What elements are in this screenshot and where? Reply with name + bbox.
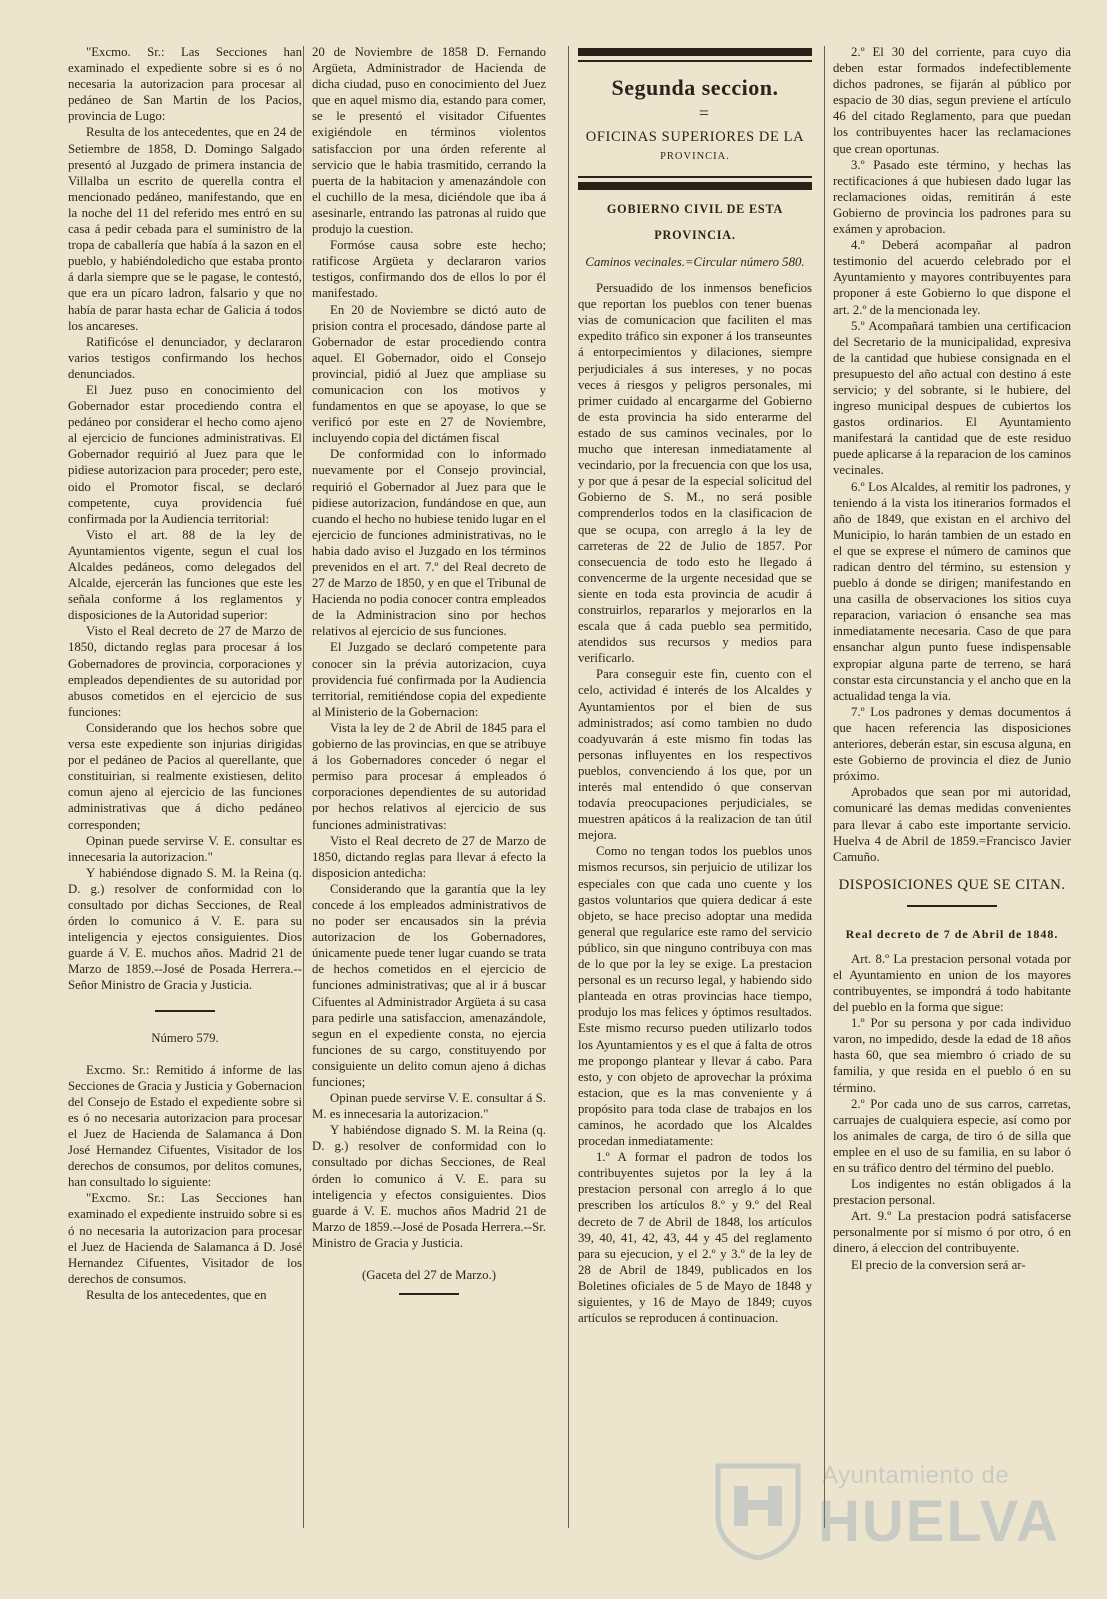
paragraph: Y habiéndose dignado S. M. la Reina (q. D. g.) resolver de conformidad con lo consultado por dichas Secciones, de Real órden lo comunico á V. E. para su inteligencia y ejectos consiguientes. Dios guarde á V. E. muchos años. Madrid 21 de Marzo de 1859.--José de Posada Herrera.--Señor Ministro de Gracia y Justicia. — [68, 865, 302, 993]
paragraph: Como no tengan todos los pueblos unos mismos recursos, sin perjuicio de utilizar los especiales con que cada uno cuente y los gastos voluntarios que quiera dedicar á este objeto, se hace preciso adoptar una medida general que regularice este ramo del servicio público, sin que ninguno contribuya con mas de lo que por la ley se exige. La prestacion personal es un recurso legal, y habiendo sido planteada en otras provincias hace tiempo, produjo los mas felices y óptimos resultados. Este mismo recurso pueden utilizarlo todos los Ayuntamientos y es el que á falta de otros me propongo plantear y llevar á cabo. Para esto, y con objeto de aprovechar la próxima estacion, que es la mas conveniente y á propósito para toda clase de trabajos en los caminos, he acordado que los Alcaldes procedan inmediatamente: — [578, 844, 812, 1149]
separator-rule — [399, 1293, 459, 1295]
separator-rule — [155, 1010, 215, 1012]
paragraph: Resulta de los antecedentes, que en 24 de Setiembre de 1858, D. Domingo Salgado presentó al Juzgado de primera instancia de Villalba un escrito de querella contra el mencionado pedáneo, manifestando, que en la noche del 11 del referido mes entró en su casa á pedir cebada para el suministro de la tropa de caballería que había á la sazon en el pueblo, y habiéndoledicho que estaba pronto á darla siempre que se le pagase, le contestó, que era un pícaro ladron, falsario y que no había de parar hasta echar de Galicia á todos los ancareses. — [68, 125, 302, 333]
ayuntamiento-watermark — [712, 1456, 1060, 1566]
paragraph: 3.º Pasado este término, y hechas las rectificaciones á que hubiesen dado lugar las reclamaciones oidas, remitirán á este Gobierno de provincia los padrones para su exámen y aprobacion. — [833, 157, 1071, 237]
paragraph: Aprobados que sean por mi autoridad, comunicaré las demas medidas convenientes para llevar á cabo este importante servicio. Huelva 4 de Abril de 1859.=Francisco Javier Camuño. — [833, 785, 1071, 864]
column-1 — [68, 44, 302, 1303]
province-heading: PROVINCIA. — [660, 151, 730, 162]
paragraph: 5.º Acompañará tambien una certificacion del Secretario de la municipalidad, expresiva de la cantidad que hubiese consignada en el presupuesto del año actual con destino á este servicio; y del sobrante, si le hubiere, del ingreso municipal despues de cubiertos los gastos ordinarios. El Ayuntamiento manifestará la cantidad que de este residuo puede aplicarse á la reparacion de los caminos vecinales. — [833, 318, 1071, 478]
paragraph: "Excmo. Sr.: Las Secciones han examinado el expediente instruido sobre si es ó no necesaria la autorizacion para procesar el Juez de Hacienda de Salamanca á D. José Hernandez Cifuentes, Visitador de los derechos de consumos. — [68, 1191, 302, 1286]
paragraph: 1.º A formar el padron de todos los contribuyentes sujetos por la ley á la prestacion personal con arreglo á lo que prescriben los artículos 8.º y 9.º del Real decreto de 7 de Abril de 1848, los artículos 39, 40, 41, 42, 43, 44 y 45 del reglamento para su ejecucion, y el 2.º y 3.º de la ley de 28 de Abril de 1849, publicados en los Boletines oficiales de 5 de Mayo de 1848 y siguientes, y 16 de Mayo de 1849; cuyos artículos se reproducen á continuacion. — [578, 1150, 812, 1326]
paragraph: 4.º Deberá acompañar al padron testimonio del acuerdo celebrado por el Ayuntamiento y mayores contribuyentes para proponer á este Gobierno lo que dispone el art. 2.º de la mencionada ley. — [833, 238, 1071, 317]
paragraph: Formóse causa sobre este hecho; ratificose Argüeta y declararon varios testigos, confirmando dos de ellos lo por él manifestado. — [312, 238, 546, 301]
paragraph: 20 de Noviembre de 1858 D. Fernando Argüeta, Administrador de Hacienda de dicha ciudad, puso en conocimiento del Juez que en aquel mismo dia, estando para comer, se le presentó el visitador Cifuentes exigiéndole en términos violentos satisfaccion por una órden referente al servicio que le habia trasmitido, cerrando la puerta de la habitacion y amenazándole con el cuchillo de la mesa, diciéndole que iba á asesinarle, entrando las patronas al ruido que produjo la cuestion. — [312, 45, 546, 237]
separator-rule — [907, 905, 997, 907]
paragraph: Considerando que la garantía que la ley concede á los empleados administrativos de no poder ser encausados sin la prévia autorizacion de los Gobernadores, únicamente puede tener lugar cuando se trata de hechos cometidos en el ejercicio de funciones administrativas; que al ir á buscar Cifuentes al Administrador Argüeta á su casa para pedirle una satisfaccion, amenazándole, segun en el expediente consta, no ejercia funciones de su cargo, constituyendo por consiguiente un delito comun ajeno á dichas funciones; — [312, 881, 546, 1089]
paragraph: Vista la ley de 2 de Abril de 1845 para el gobierno de las provincias, en que se atribuye á los Gobernadores conceder ó negar el permiso para procesar á empleados ó corporaciones dependientes de su autoridad por hechos relativos al ejercicio de sus funciones administrativas: — [312, 720, 546, 832]
paragraph: Para conseguir este fin, cuento con el celo, actividad é interés de los Alcaldes y Ayuntamientos por el bien de sus administrados; así como tambien no dudo coadyuvarán á este mismo fin todas las personas influyentes en los respectivos pueblos, convenciendo á los que, por un interés mal entendido ó que conservan todavía preocupaciones perjudiciales, se muestren apáticos á la realizacion de tan útil mejora. — [578, 667, 812, 843]
paragraph: El Juzgado se declaró competente para conocer sin la prévia autorizacion, cuya providencia fué confirmada por la Audiencia territorial, remitiéndose copia del expediente al Ministerio de la Gobernacion: — [312, 640, 546, 719]
thin-rule — [578, 60, 812, 62]
paragraph: Persuadido de los inmensos beneficios que reportan los pueblos con tener buenas vias de comunicacion que faciliten el mas expedito tráfico sin exponer á los transeuntes á entorpecimientos y dilaciones, siempre perjudiciales á sus intereses, y no pocas veces á riesgos y peligros personales, mi primer cuidado al encargarme del Gobierno de esta provincia ha sido enterarme del estado de sus caminos vecinales, por lo mucho que interesan inmediatamente al vecindario, por la frecuencia con que los usa, y por que á pesar de la especial solicitud del Gobierno de S. M., no será posible comprenderlos todos en la clasificacion de que se ocupa, con arreglo á la ley de carreteras de 22 de Julio de 1857. Por consecuencia de todo esto he llegado á convencerme de la urgente necesidad que se siente en toda esta provincia de acudir á construirlos, repararlos y mejorarlos en la escala que á cada pueblo sea permitido, atendidos sus recursos y medios para verificarlo. — [578, 281, 812, 666]
heavy-rule — [578, 48, 812, 56]
watermark-line-1: Ayuntamiento de — [822, 1462, 1010, 1489]
paragraph: 1.º Por su persona y por cada individuo varon, no impedido, desde la edad de 18 años hasta 60, que sea miembro ó criado de su familia, y que resida en el pueblo ó en su término. — [833, 1016, 1071, 1095]
paragraph: Ratificóse el denunciador, y declararon varios testigos confirmando los hechos denunciados. — [68, 334, 302, 381]
offices-heading: OFICINAS SUPERIORES DE LA — [585, 129, 805, 145]
paragraph: De conformidad con lo informado nuevamente por el Consejo provincial, requirió el Gobernador al Juez para que le pidiese autorizacion, fundándose en que, aun cuando el hecho no hubiese tenido lugar en el ejercicio de funciones administrativas, no le habia dado aviso el Juzgado en los términos prevenidos en el art. 7.º del Real decreto de 27 de Marzo de 1850, y en que el Tribunal de Hacienda no podia conocer contra empleados de la Administracion sino por hechos relativos al ejercicio de sus funciones. — [312, 447, 546, 639]
thin-rule — [578, 176, 812, 178]
paragraph: 6.º Los Alcaldes, al remitir los padrones, y teniendo á la vista los itinerarios formados el año de 1849, que existan en el archivo del Municipio, lo harán tambien de un estado en el que se exprese el número de caminos que radican dentro del término, su estension y pueblo á donde se dirigen; manifestando en una casilla de observaciones los sitios cuya reparacion, variacion ó ensanche sea mas inmediatamente necesaria. Caso de que para ensanchar algun punto fuese indispensable expropiar alguna parte de terreno, se hará constar esta circunstancia y el ancho que en la actualidad tenga la via. — [833, 479, 1071, 703]
paragraph: Opinan puede servirse V. E. consultar es innecesaria la autorizacion." — [68, 833, 302, 864]
paragraph: 7.º Los padrones y demas documentos á que hacen referencia las disposiciones anteriores, deberán estar, sin escusa alguna, en este Gobierno de provincia el diez de Junio próximo. — [833, 704, 1071, 784]
numero-579-heading: Número 579. — [151, 1030, 219, 1045]
paragraph: Visto el Real decreto de 27 de Marzo de 1850, dictando reglas para llevar á efecto la disposicion antedicha: — [312, 833, 546, 880]
paragraph: Art. 9.º La prestacion podrá satisfacerse personalmente por sí mismo ó por otro, ó en dinero, á eleccion del contribuyente. — [833, 1209, 1071, 1256]
paragraph: El precio de la conversion será ar- — [851, 1257, 1026, 1272]
coat-of-arms-icon — [712, 1460, 804, 1560]
column-2 — [312, 44, 546, 1295]
paragraph: Visto el art. 88 de la ley de Ayuntamientos vigente, segun el cual los Alcaldes pedáneos, como delegados del Alcalde, ejercerán las funciones que este les señala conforme á los reglamentos y disposiciones de la Autoridad superior: — [68, 527, 302, 623]
paragraph: El Juez puso en conocimiento del Gobernador estar procediendo contra el pedáneo por considerar el hecho como ajeno al ejercicio de funciones administrativas. El Gobernador requirió al Juez para que le pidiese autorizacion para proceder; pero este, oido el Promotor fiscal, se declaró competente, cuya providencia fué confirmada por la Audiencia territorial: — [68, 382, 302, 526]
paragraph: Y habiéndose dignado S. M. la Reina (q. D. g.) resolver de conformidad con lo consultado por dichas Secciones, de Real órden lo comunico á V. E. para su inteligencia y efectos consiguientes. Dios guarde á V. E. muchos años Madrid 21 de Marzo de 1859.--José de Posada Herrera.--Sr. Ministro de Gracia y Justicia. — [312, 1123, 546, 1250]
paragraph: Visto el Real decreto de 27 de Marzo de 1850, dictando reglas para procesar á los Gobernadores de provincia, corporaciones y empleados dependientes de su autoridad por abusos cometidos en el ejercicio de sus funciones: — [68, 624, 302, 719]
column-divider — [568, 46, 569, 1528]
column-3 — [578, 44, 812, 1326]
paragraph: Excmo. Sr.: Remitido á informe de las Secciones de Gracia y Justicia y Gobernacion del Consejo de Estado el expediente sobre si es ó no necesaria autorizacion para procesar el Juez de Hacienda de Salamanca á Don José Hernandez Cifuentes, Visitador de los derechos de consumos, por delitos comunes, han consultado lo siguiente: — [68, 1062, 302, 1190]
decree-heading: Real decreto de 7 de Abril de 1848. — [845, 926, 1059, 941]
column-divider — [303, 46, 304, 1528]
gaceta-source: (Gaceta del 27 de Marzo.) — [362, 1268, 496, 1283]
paragraph: Art. 8.º La prestacion personal votada por el Ayuntamiento en union de los mayores contribuyentes, se impondrá á todo habitante del pueblo en la forma que sigue: — [833, 951, 1071, 1015]
paragraph: En 20 de Noviembre se dictó auto de prision contra el procesado, dándose parte al Gobernador de estar procediendo contra aquel. El Gobernador, oido el Consejo provincial, pidió al Juez que ampliase su comunicacion con los motivos y fundamentos en que se apoyase, lo que se verificó por este en 27 de Noviembre, incluyendo copia del dictámen fiscal — [312, 302, 546, 446]
paragraph: "Excmo. Sr.: Las Secciones han examinado el expediente sobre si es ó no necesaria la autorizacion para procesar al pedáneo de San Martin de los Pacios, provincia de Lugo: — [68, 45, 302, 124]
paragraph: 2.º Por cada uno de sus carros, carretas, carruajes de cualquiera especie, así como por los animales de carga, de tiro ó de silla que emplee en el uso de su familia, en su labor ó en su tráfico dentro del término del pueblo. — [833, 1096, 1071, 1175]
section-title: Segunda seccion. — [611, 75, 779, 100]
paragraph: Resulta de los antecedentes, que en — [86, 1287, 267, 1302]
column-divider — [824, 46, 825, 1528]
paragraph: Opinan puede servirse V. E. consultar á S. M. es innecesaria la autorizacion." — [312, 1091, 546, 1122]
paragraph: Considerando que los hechos sobre que versa este expediente son injurias dirigidas por el pedáneo de Pacios al querellante, que constituirian, si realmente existiesen, delito comun ajeno al ejercicio de las funciones administrativas que á dicho pedáneo corresponden; — [68, 720, 302, 832]
heavy-rule — [578, 182, 812, 190]
paragraph: 2.º El 30 del corriente, para cuyo dia deben estar formados indefectiblemente dichos padrones, se fijarán al público por espacio de 30 dias, segun previene el artículo 46 del citado Reglamento, para que puedan los contribuyentes hacer las reclamaciones que crean oportunas. — [833, 45, 1071, 156]
gobierno-civil-heading: GOBIERNO CIVIL DE ESTA PROVINCIA. — [606, 202, 784, 242]
disposiciones-heading: DISPOSICIONES QUE SE CITAN. — [838, 876, 1066, 893]
circular-heading: Caminos vecinales.=Circular número 580. — [585, 255, 805, 269]
equals-divider: = — [698, 103, 710, 123]
column-4 — [833, 44, 1071, 1273]
paragraph: Los indigentes no están obligados á la prestacion personal. — [833, 1177, 1071, 1208]
watermark-line-2: HUELVA — [818, 1489, 1060, 1554]
